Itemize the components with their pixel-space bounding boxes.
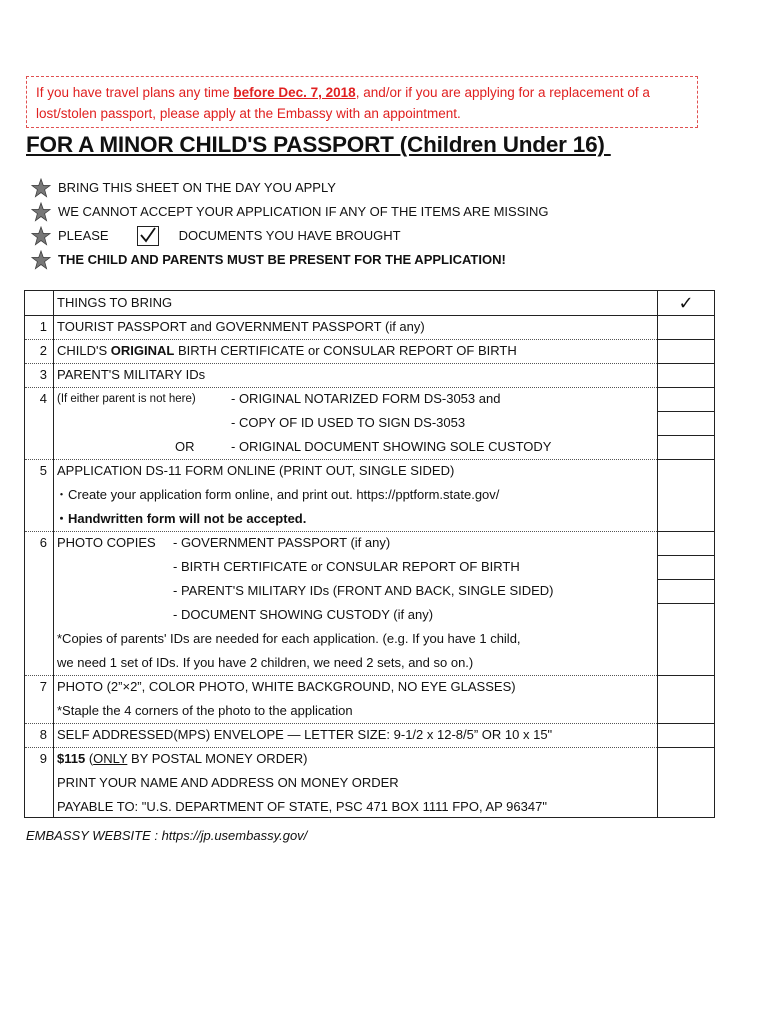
notice-text-pre: If you have travel plans any time (36, 85, 234, 100)
item-text: PAYABLE TO: "U.S. DEPARTMENT OF STATE, PSC 471 BOX 1111 FPO, AP 96347" (57, 799, 547, 814)
item-text: PRINT YOUR NAME AND ADDRESS ON MONEY ORDER (57, 775, 399, 790)
instruction-item (28, 176, 648, 200)
item-text: ・Create your application form online, and print out. https://pptform.state.gov/ (55, 487, 500, 502)
check-box[interactable] (658, 555, 714, 580)
instruction-item (28, 200, 648, 224)
item-text: PHOTO COPIES (57, 535, 156, 550)
notice-box (26, 76, 698, 128)
check-header-icon: ✓ (678, 293, 694, 313)
item-or: OR (175, 439, 195, 454)
check-box[interactable] (658, 603, 714, 676)
check-box[interactable] (658, 411, 714, 436)
notice-deadline: before Dec. 7, 2018 (233, 85, 356, 100)
checkbox-icon (137, 226, 159, 246)
item-text: - PARENT'S MILITARY IDs (FRONT AND BACK, SINGLE SIDED) (173, 583, 554, 598)
check-box[interactable] (658, 579, 714, 604)
table-header: THINGS TO BRING (57, 295, 173, 310)
notice-text-post: , and/or if you are applying for a replacement of a lost/stolen passport, please apply at the Embassy with an appointment. (36, 85, 650, 121)
check-box[interactable] (658, 435, 714, 460)
instruction-text: THE CHILD AND PARENTS MUST BE PRESENT FOR THE APPLICATION! (58, 252, 506, 267)
star-icon (30, 226, 52, 246)
item-text: APPLICATION DS-11 FORM ONLINE (PRINT OUT, SINGLE SIDED) (57, 463, 455, 478)
instruction-item (28, 224, 648, 248)
check-cell-header (658, 291, 714, 316)
instruction-text: WE CANNOT ACCEPT YOUR APPLICATION IF ANY OF THE ITEMS ARE MISSING (58, 204, 549, 219)
item-text: - DOCUMENT SHOWING CUSTODY (if any) (173, 607, 434, 622)
item-text: PHOTO (2”×2”, COLOR PHOTO, WHITE BACKGROUND, NO EYE GLASSES) (57, 679, 516, 694)
row-number: 5 (39, 463, 47, 478)
star-icon (30, 202, 52, 222)
star-icon (30, 250, 52, 270)
column-divider (53, 291, 54, 817)
item-text: - COPY OF ID USED TO SIGN DS-3053 (231, 415, 466, 430)
item-text: - ORIGINAL DOCUMENT SHOWING SOLE CUSTODY (231, 439, 552, 454)
check-box[interactable] (658, 459, 714, 532)
item-text: ・Handwritten form will not be accepted. (55, 511, 307, 526)
check-box[interactable] (658, 387, 714, 412)
item-text: PARENT'S MILITARY IDs (57, 367, 206, 382)
row-number: 8 (39, 727, 47, 742)
instruction-text: PLEASE (58, 228, 109, 243)
check-box[interactable] (658, 339, 714, 364)
item-text: - BIRTH CERTIFICATE or CONSULAR REPORT OF BIRTH (173, 559, 520, 574)
item-note: we need 1 set of IDs. If you have 2 children, we need 2 sets, and so on.) (57, 655, 474, 670)
item-text: $115 (ONLY BY POSTAL MONEY ORDER) (57, 751, 308, 766)
instruction-list (28, 176, 648, 272)
row-number: 7 (39, 679, 47, 694)
item-note: *Copies of parents' IDs are needed for each application. (e.g. If you have 1 child, (57, 631, 521, 646)
row-number: 4 (39, 391, 47, 406)
embassy-website: EMBASSY WEBSITE : https://jp.usembassy.gov/ (26, 828, 308, 843)
item-text: - ORIGINAL NOTARIZED FORM DS-3053 and (231, 391, 501, 406)
checklist-table (24, 290, 715, 818)
item-note: (If either parent is not here) (57, 393, 196, 405)
check-box[interactable] (658, 531, 714, 556)
star-icon (30, 178, 52, 198)
item-text: CHILD'S ORIGINAL BIRTH CERTIFICATE or CONSULAR REPORT OF BIRTH (57, 343, 517, 358)
row-number: 3 (39, 367, 47, 382)
item-text: SELF ADDRESSED(MPS) ENVELOPE — LETTER SIZE: 9-1/2 x 12-8/5” OR 10 x 15" (57, 727, 553, 742)
instruction-item (28, 248, 648, 272)
instruction-text: BRING THIS SHEET ON THE DAY YOU APPLY (58, 180, 336, 195)
check-box[interactable] (658, 363, 714, 388)
row-number: 1 (39, 319, 47, 334)
check-box[interactable] (658, 723, 714, 748)
row-number: 9 (39, 751, 47, 766)
item-text: - GOVERNMENT PASSPORT (if any) (173, 535, 391, 550)
item-text: TOURIST PASSPORT and GOVERNMENT PASSPORT (if any) (57, 319, 425, 334)
item-note: *Staple the 4 corners of the photo to the application (57, 703, 353, 718)
row-number: 6 (39, 535, 47, 550)
row-number: 2 (39, 343, 47, 358)
page-title: FOR A MINOR CHILD'S PASSPORT (Children Under 16) (26, 132, 611, 157)
instruction-text: DOCUMENTS YOU HAVE BROUGHT (178, 228, 401, 243)
check-box[interactable] (658, 315, 714, 340)
check-box[interactable] (658, 675, 714, 724)
